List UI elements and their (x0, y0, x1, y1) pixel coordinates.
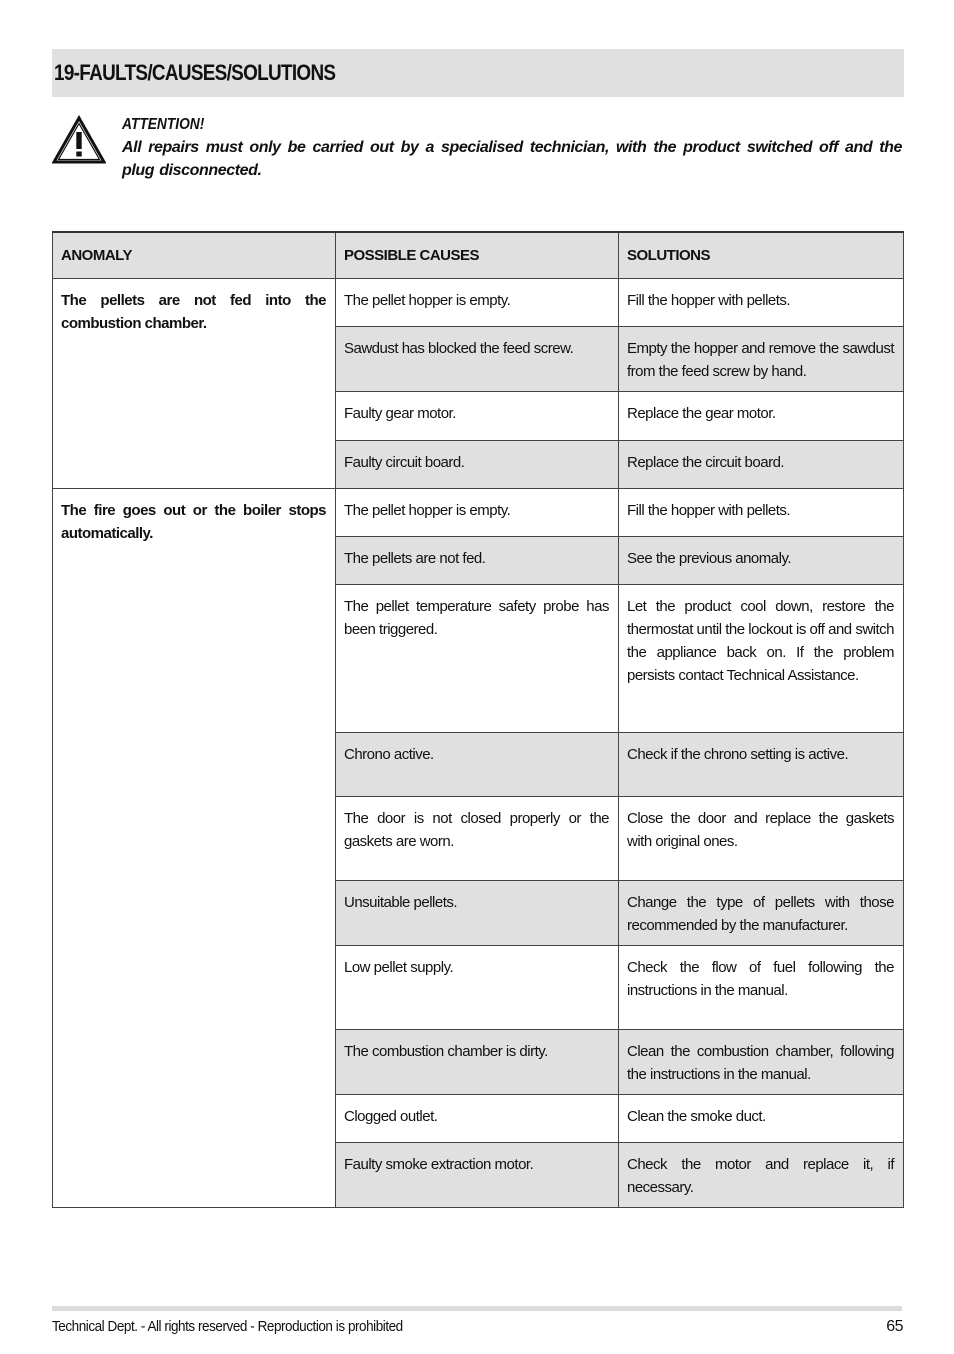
footer-copyright: Technical Dept. - All rights reserved - Reproduction is prohibited (52, 1318, 403, 1335)
cause-cell: Chrono active. (336, 733, 619, 797)
solution-cell: Close the door and replace the gaskets with original ones. (619, 797, 904, 881)
footer-rule (52, 1306, 902, 1311)
cause-cell: Faulty gear motor. (336, 392, 619, 441)
attention-title: ATTENTION! (122, 116, 205, 133)
table-row (53, 489, 904, 537)
cause-cell: Low pellet supply. (336, 946, 619, 1030)
solution-cell: Replace the gear motor. (619, 392, 904, 441)
solution-cell: Check the flow of fuel following the instructions in the manual. (619, 946, 904, 1030)
solution-cell: Change the type of pellets with those recommended by the manufacturer. (619, 881, 904, 946)
cause-cell: The pellet temperature safety probe has been triggered. (336, 585, 619, 733)
header-solutions: SOLUTIONS (619, 232, 904, 279)
anomaly-cell: The pellets are not fed into the combustion chamber. (53, 279, 336, 489)
cause-cell: Faulty smoke extraction motor. (336, 1143, 619, 1208)
cause-cell: Sawdust has blocked the feed screw. (336, 327, 619, 392)
cause-cell: Clogged outlet. (336, 1095, 619, 1143)
solution-cell: Clean the smoke duct. (619, 1095, 904, 1143)
cause-cell: The combustion chamber is dirty. (336, 1030, 619, 1095)
table-row (53, 279, 904, 327)
solution-cell: Check the motor and replace it, if necessary. (619, 1143, 904, 1208)
header-anomaly: ANOMALY (53, 232, 336, 279)
attention-text: All repairs must only be carried out by a specialised technician, with the product switched off and the plug disconnected. (122, 139, 902, 179)
solution-cell: Fill the hopper with pellets. (619, 279, 904, 327)
solution-cell: See the previous anomaly. (619, 537, 904, 585)
solution-cell: Empty the hopper and remove the sawdust from the feed screw by hand. (619, 327, 904, 392)
page-number: 65 (886, 1318, 903, 1335)
cause-cell: The pellet hopper is empty. (336, 489, 619, 537)
solution-cell: Check if the chrono setting is active. (619, 733, 904, 797)
solution-cell: Let the product cool down, restore the thermostat until the lockout is off and switch the appliance back on. If the problem persists contact Technical Assistance. (619, 585, 904, 733)
cause-cell: The pellets are not fed. (336, 537, 619, 585)
section-title: 19-FAULTS/CAUSES/SOLUTIONS (54, 60, 336, 85)
solution-cell: Fill the hopper with pellets. (619, 489, 904, 537)
attention-notice (122, 114, 902, 182)
cause-cell: Unsuitable pellets. (336, 881, 619, 946)
solution-cell: Clean the combustion chamber, following the instructions in the manual. (619, 1030, 904, 1095)
cause-cell: The door is not closed properly or the gaskets are worn. (336, 797, 619, 881)
warning-triangle-icon (52, 115, 106, 165)
section-header (52, 49, 904, 97)
cause-cell: The pellet hopper is empty. (336, 279, 619, 327)
faults-table (52, 231, 904, 1208)
anomaly-cell: The fire goes out or the boiler stops automatically. (53, 489, 336, 1208)
solution-cell: Replace the circuit board. (619, 441, 904, 489)
header-possible-causes: POSSIBLE CAUSES (336, 232, 619, 279)
table-header-row (53, 232, 904, 279)
cause-cell: Faulty circuit board. (336, 441, 619, 489)
